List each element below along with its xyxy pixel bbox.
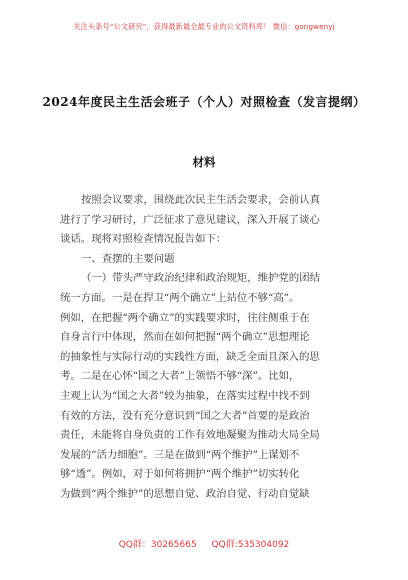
- body-line: 例如，在把握“两个确立”的实践要求时，往往侧重于在: [60, 311, 310, 324]
- footer-qq-group-1: QQ群：30265665: [118, 540, 197, 550]
- body-line: 自身言行中体现，然而在如何把握“两个确立”思想理论: [60, 331, 310, 344]
- body-line: 谈话。现将对照检查情况报告如下：: [60, 233, 227, 246]
- footer-contacts: [0, 537, 408, 550]
- body-line: 统一方面。一是在捍卫“两个确立”上站位不够“高”。: [60, 291, 300, 304]
- footer-qq-group-2: QQ群:535304092: [211, 540, 290, 550]
- body-line: 主观上认为“国之大者”较为抽象，在落实过程中找不到: [60, 389, 310, 402]
- body-line: 有效的方法，没有充分意识到“国之大者”首要的是政治: [60, 409, 310, 422]
- body-line: （一）带头严守政治纪律和政治规矩，维护党的团结: [81, 272, 320, 285]
- body-line: 的抽象性与实际行动的实践性方面，缺乏全面且深入的思: [60, 350, 320, 363]
- body-line: 按照会议要求，围绕此次民主生活会要求，会前认真: [81, 194, 320, 206]
- header-promo-note: 关注头条号“公文研究”，获得最新最全最专业的公文资料库！ 微信：gongwenyj: [73, 22, 335, 31]
- document-subtitle: 材料: [192, 155, 216, 169]
- document-body: [60, 191, 350, 505]
- body-line: 为做到“两个维护”的思想自觉、政治自觉、行动自觉缺: [60, 487, 310, 500]
- document-title: 2024年度民主生活会班子（个人）对照检查（发言提纲）: [42, 95, 366, 109]
- body-line: 发展的“活力细胞”。三是在做到“两个维护”上谋划不: [60, 448, 300, 461]
- body-line: 一、查摆的主要问题: [81, 252, 175, 265]
- body-line: 进行了学习研讨，广泛征求了意见建议，深入开展了谈心: [60, 213, 320, 226]
- body-line: 责任，未能将自身负责的工作有效地凝聚为推动大局全局: [60, 429, 320, 442]
- body-line: 够“透”。例如，对于如何将拥护“两个维护”切实转化: [60, 468, 300, 481]
- body-line: 考。二是在心怀“国之大者”上领悟不够“深”。比如，: [60, 370, 300, 383]
